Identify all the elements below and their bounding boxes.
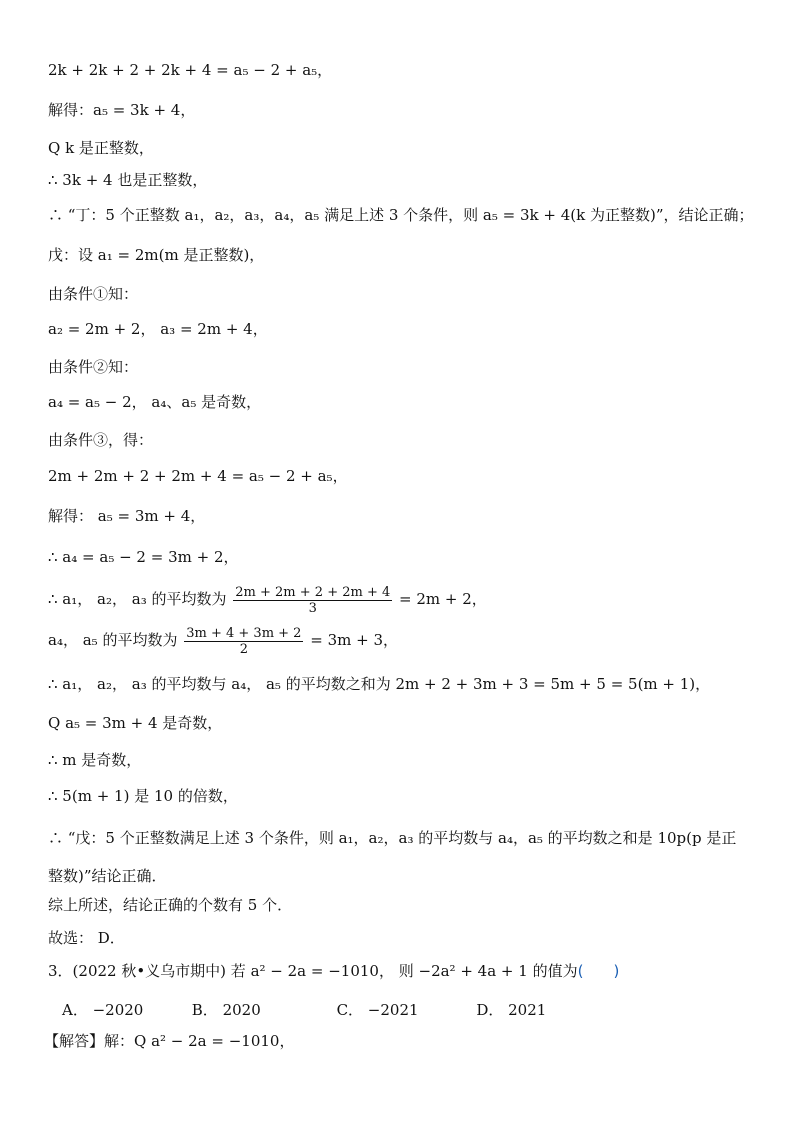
- formula-prefix: a₄， a₅ 的平均数为: [48, 631, 178, 649]
- text-line: 综上所述，结论正确的个数有 5 个．: [48, 896, 293, 914]
- average-formula-2: [48, 624, 398, 657]
- text-line: ∴ “戊：5 个正整数满足上述 3 个条件，则 a₁，a₂，a₃ 的平均数与 a₄，a₅ 的平均数之和是 10p(p 是正: [48, 829, 737, 847]
- answer-bracket: ( ): [577, 962, 620, 980]
- text-line: 整数)”结论正确．: [48, 867, 167, 885]
- fraction: [233, 585, 392, 616]
- answer-tag: 【解答】: [44, 1032, 105, 1050]
- option-b: B． 2020: [191, 1001, 261, 1019]
- formula-prefix: ∴ a₁， a₂， a₃ 的平均数为: [48, 590, 227, 608]
- fraction-numerator: 2m + 2m + 2 + 2m + 4: [235, 584, 391, 600]
- text-line: a₄ = a₅ − 2， a₄、a₅ 是奇数，: [48, 393, 262, 411]
- question-text: 3．(2022 秋•义乌市期中) 若 a² − 2a = −1010， 则 −2a² + 4a + 1 的值为: [48, 962, 578, 980]
- answer-line: [44, 1031, 294, 1051]
- text-line: ∴ 5(m + 1) 是 10 的倍数，: [48, 787, 238, 805]
- text-line: 由条件②知：: [48, 358, 139, 376]
- text-line: 由条件③，得：: [48, 431, 154, 449]
- text-line: 由条件①知：: [48, 285, 139, 303]
- option-d: D． 2021: [476, 1001, 547, 1019]
- formula-suffix: = 2m + 2，: [399, 590, 487, 608]
- formula-suffix: = 3m + 3，: [310, 631, 398, 649]
- text-line: 解得：a₅ = 3k + 4，: [48, 101, 196, 119]
- average-formula-1: [48, 583, 487, 616]
- text-line: 故选： D．: [48, 929, 125, 947]
- question-3-stem: [48, 961, 619, 981]
- text-line: ∴ m 是奇数，: [48, 751, 142, 769]
- fraction-denominator: 2: [239, 641, 248, 657]
- text-line: Q k 是正整数，: [48, 139, 154, 157]
- fraction-numerator: 3m + 4 + 3m + 2: [186, 625, 302, 641]
- text-line: ∴ a₁， a₂， a₃ 的平均数与 a₄， a₅ 的平均数之和为 2m + 2 + 3m + 3 = 5m + 5 = 5(m + 1)，: [48, 675, 711, 693]
- text-line: ∴ “丁：5 个正整数 a₁，a₂，a₃，a₄，a₅ 满足上述 3 个条件，则 a₅ = 3k + 4(k 为正整数)”，结论正确；: [48, 206, 754, 224]
- text-line: a₂ = 2m + 2， a₃ = 2m + 4，: [48, 320, 268, 338]
- options-row: [62, 1000, 546, 1020]
- text-line: 2m + 2m + 2 + 2m + 4 = a₅ − 2 + a₅，: [48, 467, 348, 485]
- text-line: 戊：设 a₁ = 2m(m 是正整数)，: [48, 246, 265, 264]
- text-line: 解得： a₅ = 3m + 4，: [48, 507, 206, 525]
- fraction-denominator: 3: [308, 600, 317, 616]
- text-line: 2k + 2k + 2 + 2k + 4 = a₅ − 2 + a₅，: [48, 61, 333, 79]
- option-a: A． −2020: [62, 1001, 144, 1019]
- fraction: [184, 626, 303, 657]
- text-line: ∴ 3k + 4 也是正整数，: [48, 171, 208, 189]
- text-line: ∴ a₄ = a₅ − 2 = 3m + 2，: [48, 548, 239, 566]
- text-line: Q a₅ = 3m + 4 是奇数，: [48, 714, 223, 732]
- answer-text: 解：Q a² − 2a = −1010，: [104, 1032, 295, 1050]
- option-c: C． −2021: [336, 1001, 419, 1019]
